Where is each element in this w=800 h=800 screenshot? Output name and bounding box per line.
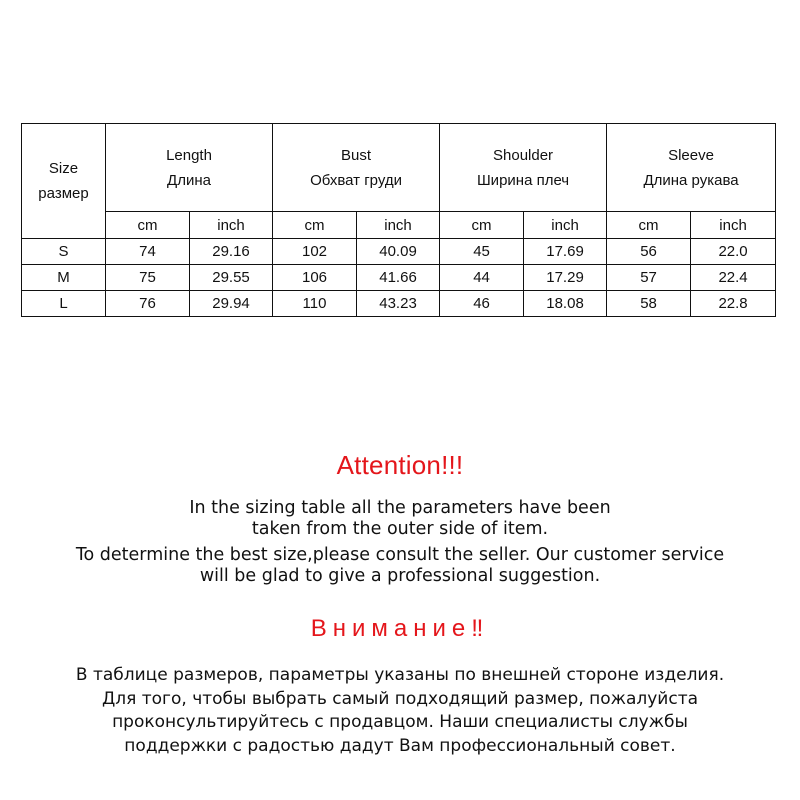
- value-cell: 40.09: [357, 239, 440, 265]
- notice-text-ru: [0, 664, 800, 758]
- value-cell: 44: [440, 265, 524, 291]
- value-cell: 56: [607, 239, 691, 265]
- value-cell: 46: [440, 291, 524, 317]
- notice-paragraph: [0, 498, 800, 540]
- group-header-en: Sleeve: [668, 146, 714, 164]
- notice-paragraph: [0, 545, 800, 587]
- table-row-m: [22, 265, 776, 291]
- size-cell: M: [22, 265, 106, 291]
- attention-heading-en: Attention!!!: [336, 450, 464, 480]
- group-header-en: Bust: [341, 146, 372, 164]
- value-cell: 17.69: [524, 239, 607, 265]
- bust-group-header: [273, 124, 440, 212]
- value-cell: 29.55: [190, 265, 273, 291]
- value-cell: 22.8: [691, 291, 776, 317]
- size-cell: L: [22, 291, 106, 317]
- group-header-ru: Длина: [167, 171, 211, 189]
- value-cell: 18.08: [524, 291, 607, 317]
- value-cell: 74: [106, 239, 190, 265]
- unit-cell: cm: [273, 212, 357, 239]
- notice-line: will be glad to give a professional suggestion.: [199, 566, 601, 586]
- value-cell: 106: [273, 265, 357, 291]
- value-cell: 76: [106, 291, 190, 317]
- value-cell: 110: [273, 291, 357, 317]
- notice-line: In the sizing table all the parameters have been: [189, 498, 611, 518]
- size-header-en: Size: [48, 160, 79, 177]
- attention-heading-ru: Внимание‼: [310, 615, 490, 642]
- group-header-en: Shoulder: [493, 146, 554, 164]
- unit-cell: cm: [607, 212, 691, 239]
- group-header-ru: Обхват груди: [310, 171, 402, 189]
- group-header-ru: Длина рукава: [643, 171, 739, 189]
- units-row: [22, 212, 776, 239]
- unit-cell: inch: [691, 212, 776, 239]
- size-header-ru: размер: [38, 185, 89, 202]
- value-cell: 57: [607, 265, 691, 291]
- value-cell: 102: [273, 239, 357, 265]
- value-cell: 22.4: [691, 265, 776, 291]
- group-header-ru: Ширина плеч: [476, 171, 570, 189]
- notice-line: В таблице размеров, параметры указаны по внешней стороне изделия.: [75, 665, 725, 685]
- unit-cell: inch: [357, 212, 440, 239]
- notice-line: Для того, чтобы выбрать самый подходящий размер, пожалуйста: [101, 688, 699, 709]
- notice-paragraph: [0, 664, 800, 758]
- table-row-l: [22, 291, 776, 317]
- size-column-header: [22, 124, 106, 239]
- value-cell: 17.29: [524, 265, 607, 291]
- size-cell: S: [22, 239, 106, 265]
- value-cell: 29.94: [190, 291, 273, 317]
- value-cell: 41.66: [357, 265, 440, 291]
- value-cell: 43.23: [357, 291, 440, 317]
- sleeve-group-header: [607, 124, 776, 212]
- value-cell: 22.0: [691, 239, 776, 265]
- value-cell: 29.16: [190, 239, 273, 265]
- value-cell: 58: [607, 291, 691, 317]
- group-header-en: Length: [166, 146, 212, 164]
- notice-line: taken from the outer side of item.: [251, 519, 549, 539]
- length-group-header: [106, 124, 273, 212]
- size-chart-table: [21, 123, 776, 317]
- value-cell: 45: [440, 239, 524, 265]
- unit-cell: inch: [524, 212, 607, 239]
- notice-line: проконсультируйтесь с продавцом. Наши специалисты службы: [112, 712, 688, 732]
- unit-cell: inch: [190, 212, 273, 239]
- notice-line: поддержки с радостью дадут Вам профессиональный совет.: [124, 735, 676, 756]
- unit-cell: cm: [440, 212, 524, 239]
- notice-line: To determine the best size,please consult the seller. Our customer service: [75, 545, 725, 565]
- table-header-row: [22, 124, 776, 212]
- table-row-s: [22, 239, 776, 265]
- shoulder-group-header: [440, 124, 607, 212]
- value-cell: 75: [106, 265, 190, 291]
- unit-cell: cm: [106, 212, 190, 239]
- notice-text-en: [0, 498, 800, 587]
